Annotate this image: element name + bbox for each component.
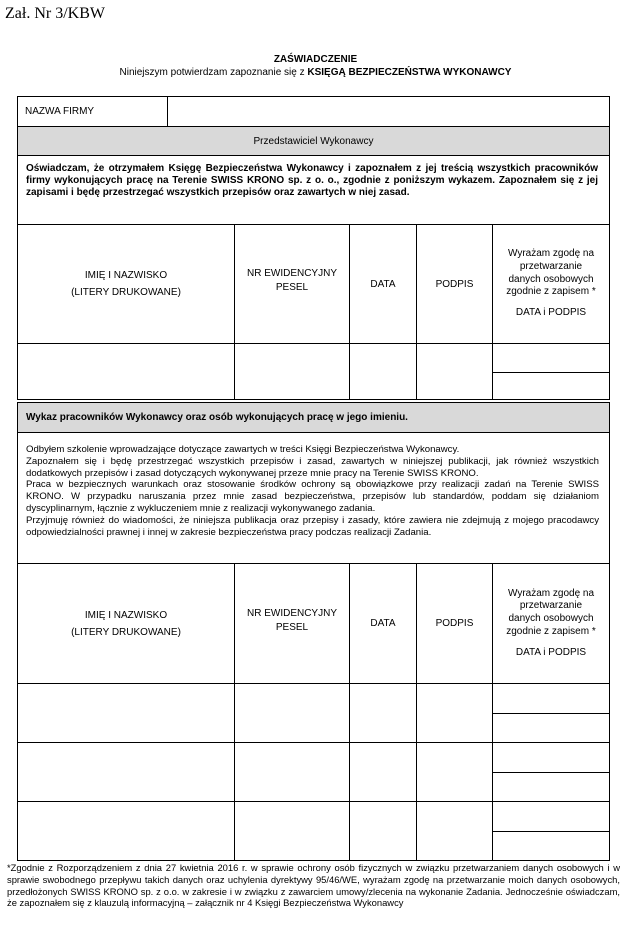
name-header-line2: (LITERY DRUKOWANE) — [71, 287, 181, 298]
name-header-line2: (LITERY DRUKOWANE) — [71, 626, 181, 638]
divider — [17, 801, 610, 802]
workers-section-label: Wykaz pracowników Wykonawcy oraz osób wykonujących pracę w jego imieniu. — [26, 412, 408, 423]
representative-section-label: Przedstawiciel Wykonawcy — [253, 135, 374, 147]
workers-statement-line: Przyjmuję również do wiadomości, że niniejsza publikacja oraz przepisy i zasady, które zawiera nie zdejmują z mojego pracodawcy odpowiedzialności prawnej i innej w zakresie bezpieczeństwa pracy podczas realizacji Zadania. — [26, 514, 599, 538]
consent-line2: przetwarzanie — [519, 260, 583, 272]
consent-line3: danych osobowych — [508, 613, 594, 625]
id-header-line2: PESEL — [275, 282, 309, 293]
workers-statement-line: Praca w bezpiecznych warunkach oraz stosowanie środków ochrony są obowiązkowe przy realizacji zadań na Terenie SWISS KRONO. W przypadku naruszania przez mnie zasad bezpieczeństwa, przepisów lub standardów, poddam się działaniom dyscyplinarnym, łącznie z wykluczeniem mnie z realizacji wykonywanego zadania. — [26, 479, 599, 514]
consent-line5: DATA i PODPIS — [515, 646, 587, 658]
divider — [17, 683, 610, 684]
divider — [17, 155, 610, 156]
id-header-line1: NR EWIDENCYJNY — [246, 268, 337, 279]
name-column-header — [18, 564, 234, 683]
company-label: NAZWA FIRMY — [25, 106, 95, 117]
document-subtitle — [0, 67, 631, 78]
id-column-header — [235, 564, 349, 683]
workers-statement-line: Odbyłem szkolenie wprowadzające dotyczące zawartych w treści Księgi Bezpieczeństwa Wykonawcy. — [26, 444, 460, 455]
date-column-header: DATA — [370, 618, 396, 629]
divider — [492, 831, 610, 832]
subtitle-prefix: Niniejszym potwierdzam zapoznanie się z — [119, 67, 308, 78]
id-header-line2: PESEL — [275, 621, 309, 633]
signature-column-header: PODPIS — [435, 618, 474, 629]
id-header-line1: NR EWIDENCYJNY — [246, 607, 337, 619]
divider — [17, 742, 610, 743]
consent-line2: przetwarzanie — [519, 600, 583, 612]
consent-line4: zgodnie z zapisem * — [506, 286, 596, 298]
consent-line4: zgodnie z zapisem * — [506, 625, 596, 637]
document-title: ZAŚWIADCZENIE — [273, 54, 358, 65]
subtitle-bold: KSIĘGĄ BEZPIECZEŃSTWA WYKONAWCY — [307, 67, 512, 78]
divider — [492, 772, 610, 773]
id-column-header — [235, 225, 349, 343]
divider — [492, 372, 610, 373]
consent-line5: DATA i PODPIS — [515, 307, 587, 319]
consent-column-header — [493, 225, 609, 343]
consent-column-header — [493, 564, 609, 683]
representative-statement: Oświadczam, że otrzymałem Księgę Bezpieczeństwa Wykonawcy i zapoznałem z jej treścią wszystkich pracowników firmy wykonujących pracę na Terenie SWISS KRONO sp. z o. o., zgodnie z poniższym wykazem. Zapoznałem się z jej zapisami i będę przestrzegać wszystkich przepisów oraz zawartych w niej zasad. — [26, 163, 598, 199]
name-header-line1: IMIĘ I NAZWISKO — [84, 270, 168, 281]
company-name-field[interactable] — [168, 97, 609, 126]
workers-statement — [26, 444, 599, 538]
divider — [492, 713, 610, 714]
date-column-header: DATA — [370, 278, 396, 290]
name-column-header — [18, 225, 234, 343]
gdpr-footnote: *Zgodnie z Rozporządzeniem z dnia 27 kwietnia 2016 r. w sprawie ochrony osób fizycznych w związku przetwarzaniem danych osobowych i w sprawie swobodnego przepływu takich danych oraz uchylenia dyrektywy 95/46/WE, wyrażam zgodę na przetwarzanie moich danych osobowych, przedłożonych SWISS KRONO sp. z o.o. w zakresie i w związku z zawarciem umowy/zlecenia na wykonanie Zadania. Jednocześnie oświadczam, że zapoznałem się z klauzulą informacyjną – załącznik nr 4 Księgi Bezpieczeństwa Wykonawcy — [7, 862, 620, 909]
name-header-line1: IMIĘ I NAZWISKO — [84, 609, 168, 621]
consent-line3: danych osobowych — [508, 273, 594, 285]
attachment-number: Zał. Nr 3/KBW — [5, 5, 105, 22]
signature-column-header: PODPIS — [435, 278, 474, 290]
consent-line1: Wyrażam zgodę na — [507, 587, 595, 599]
workers-statement-line: Zapoznałem się i będę przestrzegać wszystkich przepisów i zasad, zawartych w niniejszej publikacji, jak również wszystkich dodatkowych przepisów i zasad dotyczących wykonywanej przeze mnie pracy na Terenie SWISS KRONO. — [26, 455, 599, 479]
divider — [17, 343, 610, 344]
divider — [17, 432, 610, 433]
consent-line1: Wyrażam zgodę na — [507, 248, 595, 259]
